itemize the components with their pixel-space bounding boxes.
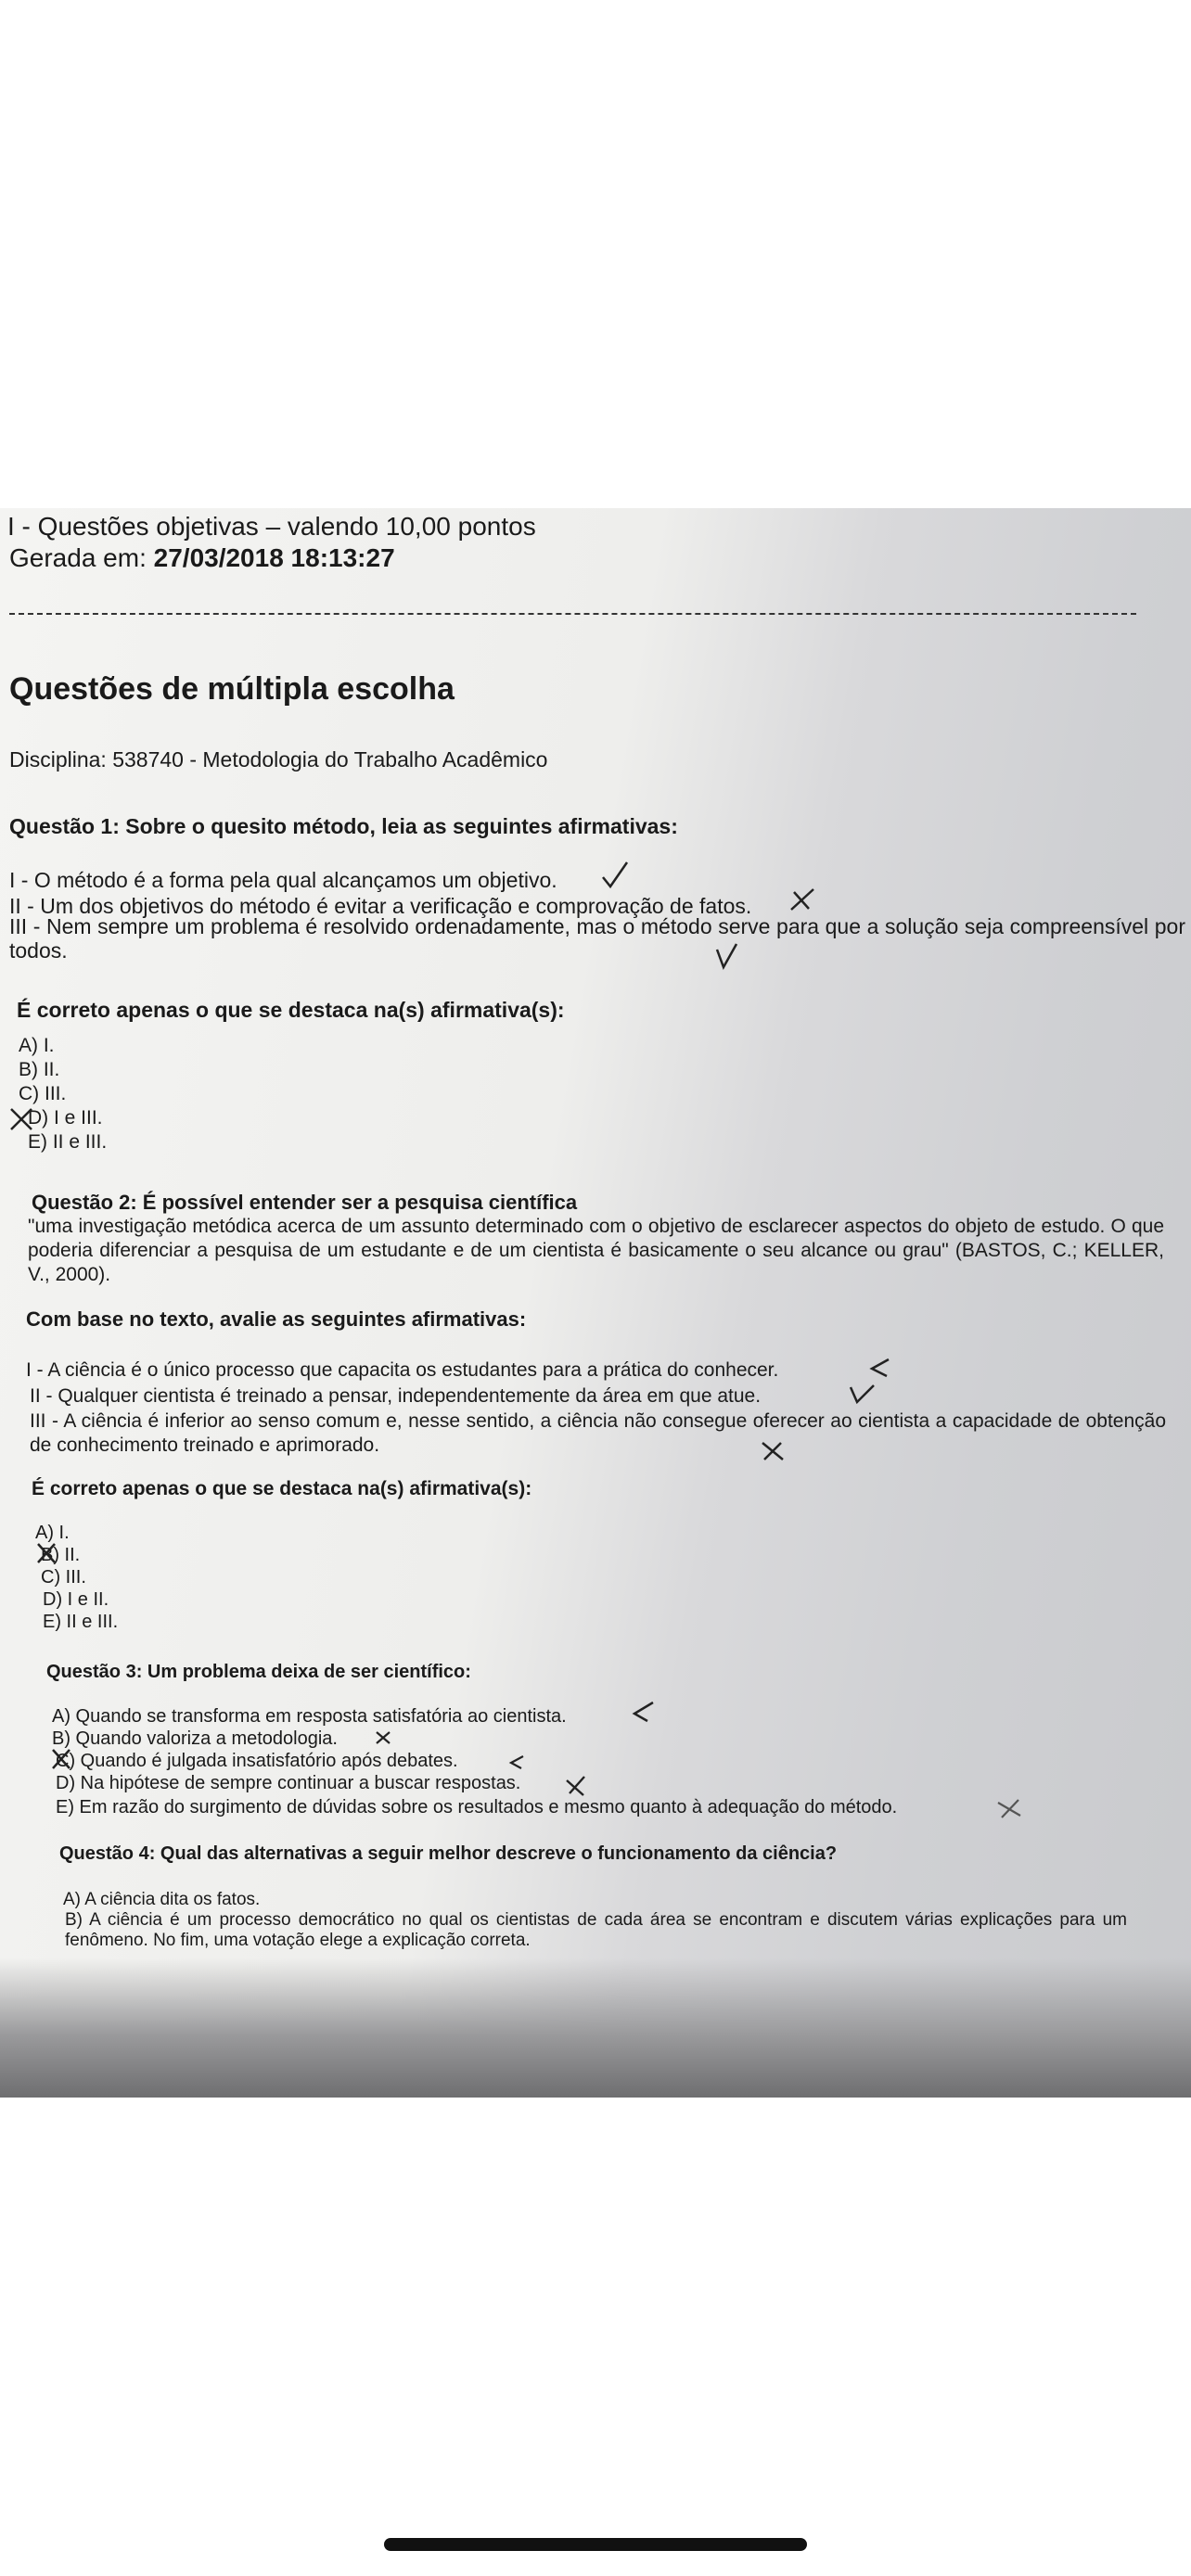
q3-option: E) Em razão do surgimento de dúvidas sobre os resultados e mesmo quanto à adequação do método. [56,1797,898,1817]
check-mark-icon [629,1701,657,1725]
check-mark-icon [866,1356,892,1378]
cross-mark-icon [788,886,816,912]
document-photo [0,508,1191,2098]
q1-option: E) II e III. [28,1131,108,1153]
q2-statement: II - Qualquer cientista é treinado a pensar, independentemente da área em que atue. [30,1385,762,1407]
q4-option: B) A ciência é um processo democrático no qual os cientistas de cada área se encontram e discutem várias explicações para um fenômeno. No fim, uma votação elege a explicação correta. [65,1910,1127,1950]
q1-statement: III - Nem sempre um problema é resolvido ordenadamente, mas o método serve para que a solução seja compreensível por todos. [9,914,1185,963]
q2-quote: "uma investigação metódica acerca de um assunto determinado com o objetivo de esclarecer aspectos do objeto de estudo. O que poderia diferenciar a pesquisa de um estudante e de um cientista é basicamente o seu alcance ou grau" (BASTOS, C.; KELLER, V., 2000). [28,1216,1164,1285]
cross-mark-icon [564,1775,586,1797]
q4-option: A) A ciência dita os fatos. [63,1890,261,1909]
q2-option: C) III. [41,1567,86,1588]
q2-title: Questão 2: É possível entender ser a pesquisa científica [32,1191,578,1214]
home-indicator[interactable] [384,2538,807,2551]
exam-sheet [0,508,1191,2029]
q2-option: D) I e II. [43,1589,109,1610]
separator-line [9,613,1136,615]
q1-option: C) III. [19,1083,67,1104]
q1-title: Questão 1: Sobre o quesito método, leia as seguintes afirmativas: [9,814,678,838]
check-mark-icon [848,1384,876,1406]
q1-option: D) I e III. [28,1107,103,1129]
q1-prompt: É correto apenas o que se destaca na(s) afirmativa(s): [17,998,565,1022]
generated-label: Gerada em: [9,543,147,572]
q3-title: Questão 3: Um problema deixa de ser científico: [46,1662,471,1682]
section-title: Questões de múltipla escolha [9,671,455,707]
q4-title: Questão 4: Qual das alternativas a seguir melhor descreve o funcionamento da ciência? [59,1843,838,1864]
q1-statement: II - Um dos objetivos do método é evitar a verificação e comprovação de fatos. [9,894,752,918]
header-title: I - Questões objetivas – valendo 10,00 pontos [7,512,536,541]
q1-option: B) II. [19,1059,60,1080]
q2-option: B) II. [41,1545,81,1565]
q3-option: A) Quando se transforma em resposta satisfatória ao cientista. [52,1706,567,1727]
check-mark-icon [714,942,740,970]
q3-option: B) Quando valoriza a metodologia. [52,1728,338,1749]
q2-subtitle: Com base no texto, avalie as seguintes afirmativas: [26,1307,527,1331]
q2-option: E) II e III. [43,1612,119,1632]
generated-line [9,543,395,573]
q2-prompt: É correto apenas o que se destaca na(s) afirmativa(s): [32,1478,532,1499]
check-mark-icon [599,861,631,890]
q2-option: A) I. [35,1523,70,1543]
cross-mark-icon [375,1730,391,1745]
generated-value: 27/03/2018 18:13:27 [153,543,395,572]
discipline: Disciplina: 538740 - Metodologia do Trabalho Acadêmico [9,747,548,772]
cross-mark-icon [759,1439,787,1463]
cross-mark-icon [7,1105,35,1133]
cross-mark-icon [50,1747,72,1771]
q1-option: A) I. [19,1035,55,1056]
q3-option: C) Quando é julgada insatisfatório após debates. [56,1751,458,1771]
q2-statement: I - A ciência é o único processo que capacita os estudantes para a prática do conhecer. [26,1359,779,1381]
cross-mark-icon [994,1797,1024,1819]
cross-mark-icon [35,1541,58,1565]
q2-statement: III - A ciência é inferior ao senso comum e, nesse sentido, a ciência não consegue oferecer ao cientista a capacidade de obtenção de conhecimento treinado e aprimorado. [30,1410,1166,1456]
q1-statement: I - O método é a forma pela qual alcançamos um objetivo. [9,868,557,892]
check-mark-icon [508,1754,525,1769]
q3-option: D) Na hipótese de sempre continuar a buscar respostas. [56,1773,521,1793]
